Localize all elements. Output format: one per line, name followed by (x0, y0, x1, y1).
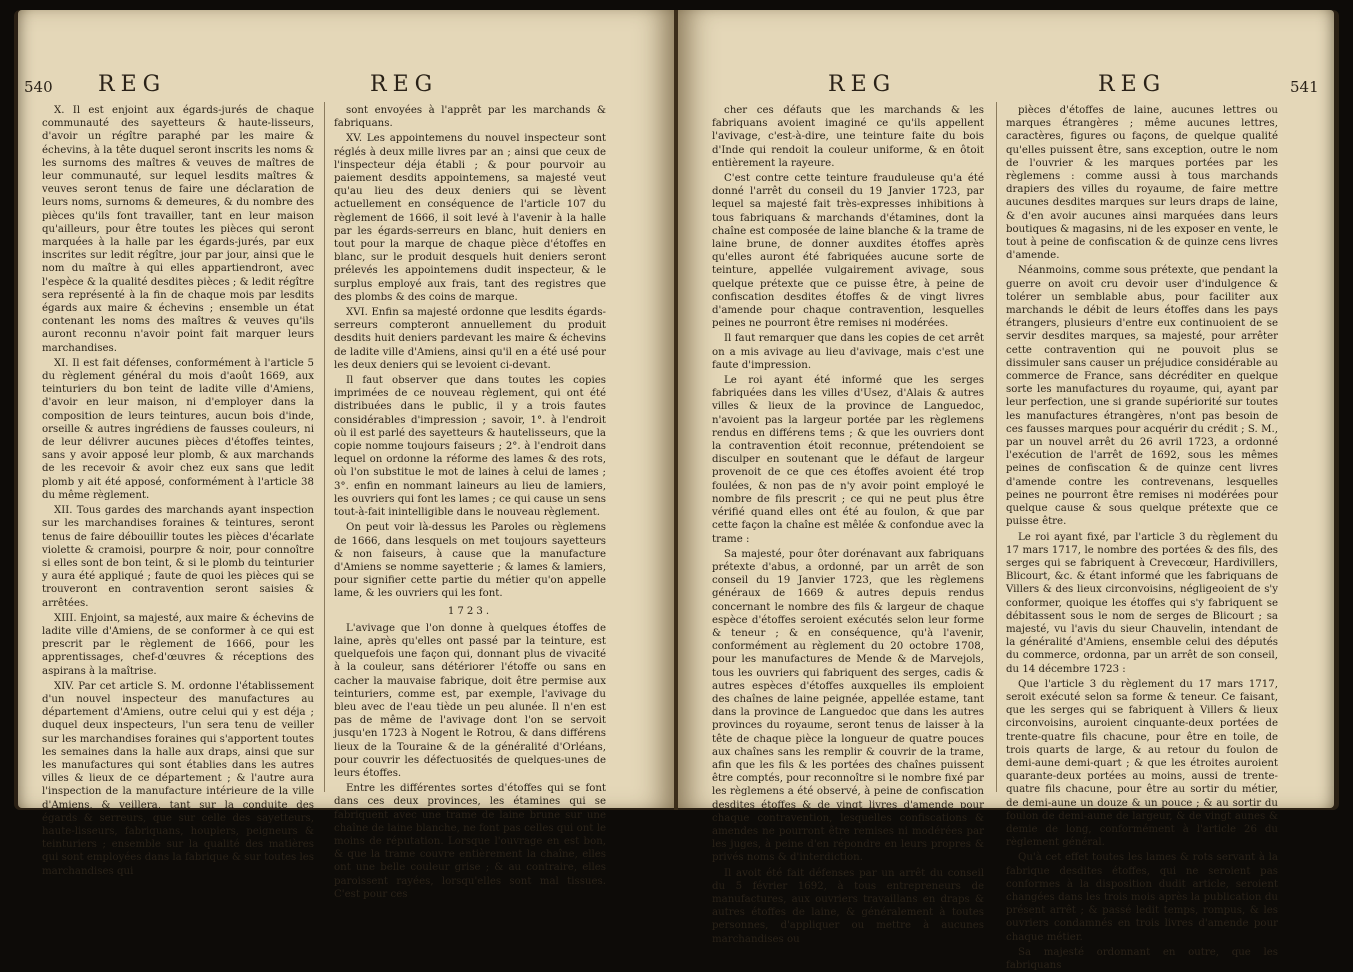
paragraph: XII. Tous gardes des marchands ayant inspection sur les marchandises foraines & teintures, seront tenus de faire débouillir toutes les pièces d'écarlate violette & cramoisi, pourpre & noir, pour connoître si elles sont de bon teint, & si le plomb du teinturier y aura été appliqué ; faute de quoi les pièces qui se trouveront en contravention seront saisies & arrêtées. (42, 505, 314, 609)
left-column-1 (42, 104, 314, 877)
paragraph: On peut voir là-dessus les Paroles ou règlemens de 1666, dans lesquels on met toujours sayetteurs & non faiseurs, à cause que la manufacture d'Amiens se nomme sayetterie ; & lames & lamiers, pour signifier cette partie du métier qu'on appelle lame, & les ouvriers qui les font. (334, 522, 606, 600)
paragraph: XV. Les appointemens du nouvel inspecteur sont réglés à deux mille livres par an ; ainsi que ceux de l'inspecteur déja établi ; & pour pourvoir au paiement desdits appointemens, sa majesté veut qu'au lieu des deux deniers qui se lèvent actuellement en conséquence de l'article 107 du règlement de 1666, il soit levé à l'avenir à la halle par les égards-serreurs en blanc, huit deniers en tout pour la marque de chaque pièce d'étoffes en blanc, sur le produit desquels huit deniers seront prélevés les appointemens dudit inspecteur, & le surplus employé aux frais, tant des registres que des plombs & des coins de marque. (334, 133, 606, 303)
left-running-head-1: REG (98, 72, 167, 97)
right-running-head-2: REG (1098, 72, 1167, 97)
paragraph: Qu'à cet effet toutes les lames & rots servant à la fabrique desdites étoffes, qui ne seroient pas conformes à la disposition dudit article, seroient changées dans les trois mois après la publication du présent arrêt ; & passé ledit temps, rompus, & les ouvriers condamnés en trois livres d'amende pour chaque métier. (1006, 852, 1278, 943)
paragraph: X. Il est enjoint aux égards-jurés de chaque communauté des sayetteurs & haute-lisseurs, d'avoir un régître paraphé par les maire & échevins, à la tête duquel seront inscrits les noms & les surnoms des maîtres & veuves de maîtres de leur communauté, sur lequel lesdits maîtres & veuves seront tenus de faire une déclaration de leurs noms, surnoms & demeures, & du nombre des pièces qu'ils font travailler, tant en leur maison qu'ailleurs, pour être toutes les pièces qui seront marquées à la halle par les égards-jurés, par eux inscrites sur ledit régître, jour par jour, ainsi que le nom du maître à qui elles appartiendront, avec l'espèce & la qualité desdites pièces ; & ledit régître sera représenté à la fin de chaque mois par lesdits égards aux maire & échevins ; ensemble un état contenant les noms des maîtres & veuves qu'ils auront reconnu n'avoir point fait marquer leurs marchandises. (42, 105, 314, 354)
right-column-1 (712, 104, 984, 945)
paragraph: Sa majesté, pour ôter dorénavant aux fabriquans prétexte d'abus, a ordonné, par un arrêt de son conseil du 19 Janvier 1723, que les règlemens généraux de 1669 & autres depuis rendus concernant le nombre des fils & largeur de chaque espèce d'étoffes seroient exécutés selon leur forme & teneur ; & en conséquence, qu'à l'avenir, conformément au règlement du 20 octobre 1708, pour les manufactures de Mende & de Marvejols, tous les ouvriers qui fabriquent des serges, cadis & autres espèces d'étoffes auxquelles ils emploient des chaînes de laine peignée, appellée estame, tant dans la province de Languedoc que dans les autres provinces du royaume, seront tenus de laisser à la tête de chaque pièce la longueur de quatre pouces aux chaînes sans les remplir & couvrir de la trame, afin que les fils & les portées des chaînes puissent être comptés, pour reconnoître si le nombre fixé par les règlemens a été observé, à peine de confiscation desdites étoffes & de vingt livres d'amende pour chaque contravention, lesquelles confiscations & amendes ne pourront être remises ni modérées par les juges, à peine d'en répondre en leurs propres & privés noms & d'interdiction. (712, 548, 984, 864)
paragraph: Sa majesté ordonnant en outre, que les fabriquans (1006, 946, 1278, 971)
paragraph: Il faut remarquer que dans les copies de cet arrêt on a mis avivage au lieu d'avivage, mais c'est une faute d'impression. (712, 333, 984, 371)
left-page (18, 10, 674, 900)
paragraph: Le roi ayant été informé que les serges fabriquées dans les villes d'Usez, d'Alais & autres villes & lieux de la province de Languedoc, n'avoient pas la largeur portée par les règlemens rendus en différens tems ; & que les ouvriers dont la contravention étoit reconnue, prétendoient se disculper en soutenant que le défaut de largeur provenoit de ce que ces étoffes avoient été trop foulées, & non pas de n'y avoir point employé le nombre de fils prescrit ; ce qui ne peut plus être vérifié quand elles ont été au foulon, & que par cette façon la chaîne est mêlée & confondue avec la trame : (712, 375, 984, 545)
paragraph: Le roi ayant fixé, par l'article 3 du règlement du 17 mars 1717, le nombre des portées & des fils, des serges qui se fabriquent à Crevecœur, Hardivillers, Blicourt, &c. & étant informé que les fabriquans de Villers & des lieux circonvoisins, négligeoient de s'y conformer, quoique les étoffes qui s'y fabriquent se débitassent sous le nom de serges de Blicourt ; sa majesté, vu l'avis du sieur Chauvelin, intendant de la généralité d'Amiens, ensemble celui des députés du commerce, ordonna, par un arrêt de son conseil, du 14 décembre 1723 : (1006, 531, 1278, 675)
paragraph: Il avoit été fait défenses par un arrêt du conseil du 5 février 1692, à tous entrepreneurs de manufactures, aux ouvriers travaillans en draps & autres étoffes de laine, & généralement à toutes personnes, d'appliquer ou mettre à aucunes marchandises ou (712, 867, 984, 945)
paragraph: L'avivage que l'on donne à quelques étoffes de laine, après qu'elles ont passé par la teinture, est quelquefois une façon qui, donnant plus de vivacité à la couleur, sans détériorer l'étoffe ou sans en cacher la mauvaise fabrique, doit être permise aux teinturiers, comme est, par exemple, l'avivage du bleu avec de l'eau tiède un peu alunée. Il n'en est pas de même de l'avivage dont l'on se servoit jusqu'en 1723 à Nogent le Rotrou, & dans différens lieux de la Touraine & de la généralité d'Orléans, pour couvrir les défectuosités de quelques-unes de leurs étoffes. (334, 622, 606, 779)
paragraph: XIV. Par cet article S. M. ordonne l'établissement d'un nouvel inspecteur des manufactures au département d'Amiens, outre celui qui y est déja ; duquel deux inspecteurs, l'un sera tenu de veiller sur les marchandises foraines qui s'apportent toutes les semaines dans la halle aux draps, ainsi que sur les manufactures qui sont établies dans les autres villes & lieux de ce département ; & l'autre aura l'inspection de la manufacture intérieure de la ville d'Amiens, & veillera, tant sur la conduite des égards & serreurs, que sur celle des sayetteurs, haute-lisseurs, fabriquans, houpiers, peigneurs & teinturiers ; ensemble sur la qualité des matières qui sont employées dans la fabrique & sur toutes les marchandises qui (42, 680, 314, 877)
left-page-header (18, 72, 674, 102)
column-divider (324, 102, 325, 792)
left-running-head-2: REG (370, 72, 439, 97)
paragraph: Il faut observer que dans toutes les copies imprimées de ce nouveau règlement, qui ont été distribuées dans le public, il y a trois fautes considérables d'impression ; savoir, 1°. à l'endroit où il est parlé des sayetteurs & hautelisseurs, que la copie nomme toujours faiseurs ; 2°. à l'endroit dans lequel on ordonne la réforme des lames & des rots, où l'on substitue le mot de laines à celui de lames ; 3°. enfin en nommant laineurs au lieu de lamiers, les ouvriers qui font les lames ; ce qui cause un sens tout-à-fait inintelligible dans le nouveau règlement. (334, 375, 606, 519)
paragraph: sont envoyées à l'apprêt par les marchands & fabriquans. (334, 105, 606, 130)
right-page (678, 10, 1334, 971)
paragraph: XI. Il est fait défenses, conformément à l'article 5 du règlement général du mois d'août 1669, aux teinturiers du bon teint de ladite ville d'Amiens, d'avoir en leur maison, ni d'employer dans la composition de leurs teintures, aucun bois d'inde, orseille & autres ingrédiens de fausses couleurs, ni de leur délivrer aucunes pièces d'étoffes teintes, sans y avoir apposé leur plomb, & aux marchands de les recevoir & avoir chez eux sans que ledit plomb y ait été apposé, conformément à l'article 38 du même règlement. (42, 357, 314, 501)
left-column-2 (334, 104, 606, 900)
right-page-number: 541 (1290, 78, 1319, 96)
paragraph: Que l'article 3 du règlement du 17 mars 1717, seroit exécuté selon sa forme & teneur. Ce faisant, que les serges qui se fabriquent à Villers & lieux circonvoisins, auroient cinquante-deux portées de trente-quatre fils chacune, pour être en toile, de trois quarts de large, & au retour du foulon de demi-aune demi-quart ; & que les étroites auroient quarante-deux portées au moins, aussi de trente-quatre fils chacune, pour être au sortir du métier, de demi-aune un douze & un pouce ; & au sortir du foulon de demi-aune de largeur, & de vingt aunes & demie de long, conformément à l'article 26 du règlement général. (1006, 678, 1278, 849)
paragraph: Néanmoins, comme sous prétexte, que pendant la guerre on avoit cru devoir user d'indulgence & tolérer un semblable abus, pour faciliter aux marchands le débit de leurs étoffes dans les pays étrangers, plusieurs d'entre eux continuoient de se servir desdites marques, sa majesté, pour arrêter cette contravention qui ne pouvoit plus se dissimuler sans causer un préjudice considérable au commerce de France, sans décréditer en quelque sorte les manufactures du royaume, qui, ayant par leur perfection, une si grande supériorité sur toutes les manufactures étrangères, n'ont pas besoin de ces fausses marques pour acquérir du crédit ; S. M., par un nouvel arrêt du 26 avril 1723, a ordonné l'exécution de l'arrêt de 1692, sous les mêmes peines de confiscation & de quinze cent livres d'amende contre les contrevenans, lesquelles peines ne pourront être remises ni modérées pour quelque cause & sous quelque prétexte que ce puisse être. (1006, 265, 1278, 528)
right-page-header (678, 72, 1334, 102)
right-column-2 (1006, 104, 1278, 971)
year-heading: 1723. (447, 605, 493, 617)
paragraph: Entre les différentes sortes d'étoffes qui se font dans ces deux provinces, les étamines qui se fabriquent avec une trame de laine brune sur une chaîne de laine blanche, ne font pas celles qui ont le moins de réputation. Lorsque l'ouvrage en est bon, & que la trame couvre entièrement la chaîne, elles ont une belle couleur grise ; & au contraire, elles paroissent rayées, lorsqu'elles sont mal tissues. C'est pour ces (334, 783, 606, 900)
left-page-number: 540 (24, 78, 53, 96)
paragraph: cher ces défauts que les marchands & les fabriquans avoient imaginé ce qu'ils appellent l'avivage, c'est-à-dire, une teinture faite du bois d'Inde qui rendoit la couleur uniforme, & en ôtoit entièrement la rayeure. (712, 105, 984, 169)
paragraph: XVI. Enfin sa majesté ordonne que lesdits égards-serreurs compteront annuellement du produit desdits huit deniers pardevant les maire & échevins de ladite ville d'Amiens, ainsi qu'il en a été usé pour les deux deniers qui se levoient ci-devant. (334, 307, 606, 371)
right-running-head-1: REG (828, 72, 897, 97)
book-spread (14, 10, 1339, 971)
paragraph: XIII. Enjoint, sa majesté, aux maire & échevins de ladite ville d'Amiens, de se conformer à ce qui est prescrit par le règlement de 1666, pour les apprentissages, chef-d'œuvres & réceptions des aspirans à la maîtrise. (42, 612, 314, 677)
column-divider (996, 102, 997, 792)
paragraph: C'est contre cette teinture frauduleuse qu'a été donné l'arrêt du conseil du 19 Janvier 1723, par lequel sa majesté fait très-expresses inhibitions à tous fabriquans & marchands d'étamines, dont la chaîne est composée de laine blanche & la trame de laine brune, de donner auxdites étoffes après qu'elles auront été fabriquées aucune sorte de teinture, appellée vulgairement avivage, sous quelque prétexte que ce puisse être, à peine de confiscation desdites étoffes & de vingt livres d'amende pour chaque contravention, lesquelles peines ne pourront être remises ni modérées. (712, 173, 984, 330)
paragraph: pièces d'étoffes de laine, aucunes lettres ou marques étrangères ; même aucunes lettres, caractères, figures ou façons, de quelque qualité qu'elles puissent être, sans exception, outre le nom de l'ouvrier & les marques portées par les règlemens : comme aussi à tous marchands drapiers des villes du royaume, de faire mettre aucunes desdites marques sur leurs draps de laine, & d'en avoir aucunes ainsi marquées dans leurs boutiques & magasins, ni de les exposer en vente, le tout à peine de confiscation & de quinze cens livres d'amende. (1006, 105, 1278, 262)
